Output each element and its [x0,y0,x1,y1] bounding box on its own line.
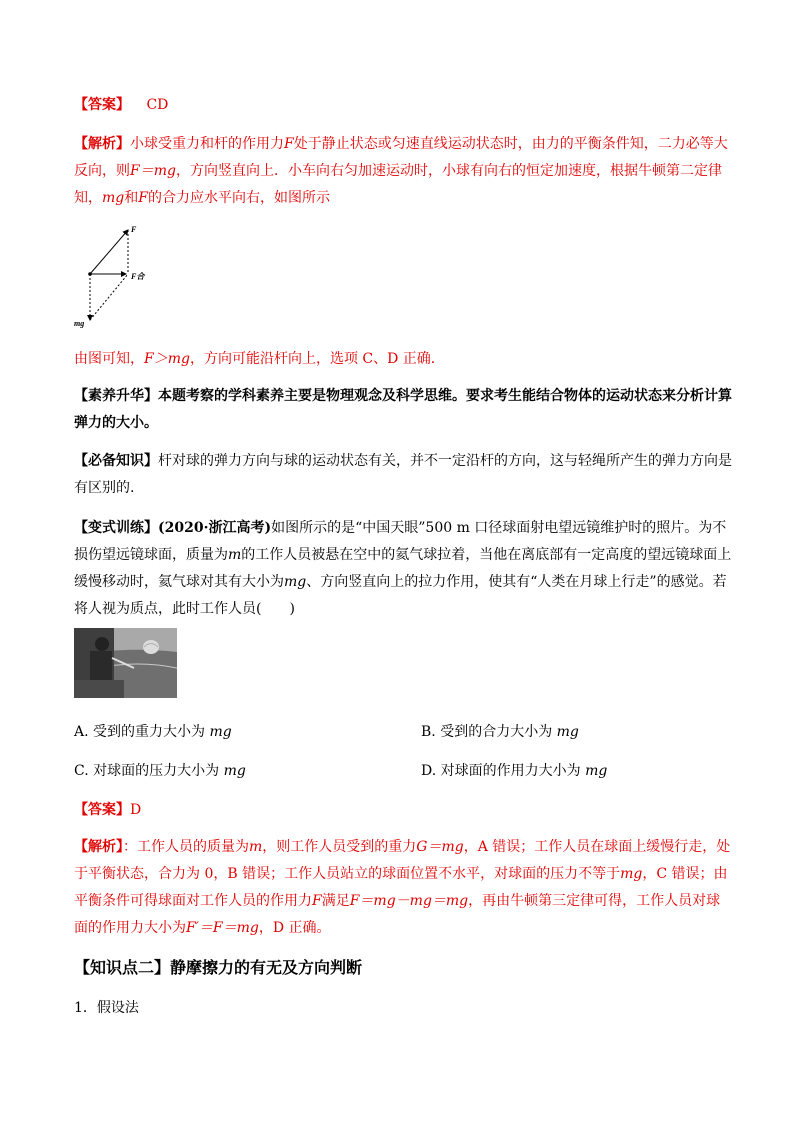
answer-1 [74,92,734,119]
option-c[interactable]: C. 对球面的压力大小为 mg [74,763,246,779]
ball-point [88,272,92,276]
answer-tag: 【答案】 [74,97,130,113]
answer-tag: 【答案】 [74,802,130,818]
knowledge-tag: 【必备知识】 [74,453,158,469]
answer-value: D [130,802,142,818]
label-F: F [131,225,137,234]
variant-question: 【变式训练】(2020·浙江高考)如图所示的是“中国天眼”500 m 口径球面射电望远镜维护时的照片。为不损伤望远镜球面，质量为m的工作人员被悬在空中的氦气球拉着，当他在离底部有一定高度的望远镜球面上缓慢移动时，氦气球对其有大小为mg、方向竖直向上的拉力作用，使其有“人类在月球上行走”的感觉。若将人视为质点，此时工作人员( ) [74,520,732,617]
option-b[interactable]: B. 受到的合力大小为 mg [421,724,579,740]
label-mg: mg [74,319,85,328]
literacy-section: 【素养升华】本题考察的学科素养主要是物理观念及科学思维。要求考生能结合物体的运动状态来分析计算弹力的大小。 [74,388,732,431]
variant-tag: 【变式训练】 [74,520,158,536]
method-assumption: 1．假设法 [74,1000,139,1016]
label-F-resultant: F合 [131,272,145,281]
analysis-tag: 【解析】 [74,136,130,152]
answer-2 [74,797,734,824]
force-diagram [70,222,160,332]
conclusion: 由图可知，F＞mg，方向可能沿杆向上，选项 C、D 正确． [74,351,445,367]
option-a[interactable]: A. 受到的重力大小为 mg [74,724,232,740]
analysis-2: 【解析】：工作人员的质量为m，则工作人员受到的重力G＝mg，A 错误；工作人员在球面上缓慢行走，处于平衡状态，合力为 0，B 错误；工作人员站立的球面位置不水平，对球面的压力不等于mg，C 错误；由平衡条件可得球面对工作人员的作用力F满足F＝mg－mg＝mg，再由牛顿第三定律可得，工作人员对球面的作用力大小为F′＝F＝mg，D 正确。 [74,839,731,936]
option-d[interactable]: D. 对球面的作用力大小为 mg [421,763,608,779]
force-F-arrow [90,230,128,274]
section-heading: 【知识点二】静摩擦力的有无及方向判断 [74,958,363,977]
dashed-diagonal [90,274,128,320]
telescope-photo [74,628,177,698]
variant-source: (2020·浙江高考) [158,520,272,536]
analysis-tag: 【解析】 [74,839,123,855]
photo-image [74,628,177,698]
analysis-1: 【解析】小球受重力和杆的作用力F处于静止状态或匀速直线运动状态时，由力的平衡条件知，二力必等大反向，则F＝mg，方向竖直向上．小车向右匀加速运动时，小球有向右的恒定加速度，根据牛顿第二定律知，mg和F的合力应水平向右，如图所示 [74,136,728,206]
literacy-tag: 【素养升华】 [74,388,158,404]
answer-value: CD [146,97,169,113]
knowledge-section: 【必备知识】杆对球的弹力方向与球的运动状态有关，并不一定沿杆的方向，这与轻绳所产生的弹力方向是有区别的. [74,453,732,496]
